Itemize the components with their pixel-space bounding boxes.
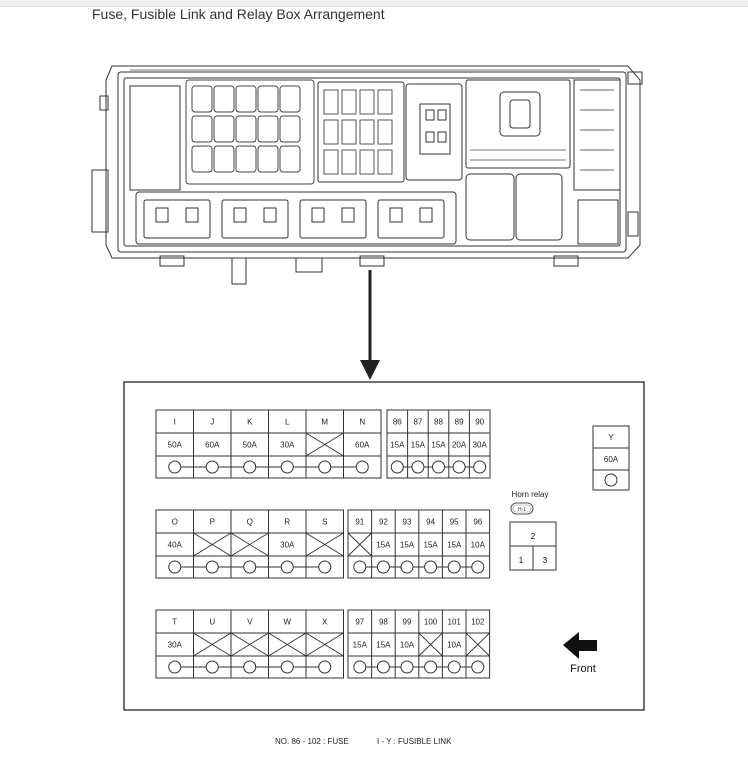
front-arrow-icon: [563, 632, 597, 659]
fuse-rating: 60A: [603, 455, 619, 464]
fuse-label: Y: [608, 433, 614, 442]
footer-fuse-note: NO. 86 - 102 : FUSE: [275, 737, 349, 746]
terminal-circle: [356, 461, 368, 473]
fuse-group-row3-links: [156, 610, 344, 678]
fuse-group-row1-fuses: [387, 410, 490, 478]
fuse-slot-S: [306, 510, 344, 578]
fuse-label: W: [283, 617, 292, 627]
terminal-circle: [474, 461, 486, 473]
fuse-slot-92: [372, 510, 392, 578]
fuse-label: 92: [378, 517, 388, 527]
fuse-label: 100: [423, 617, 438, 627]
terminal-circle: [169, 661, 181, 673]
fuse-slot-91: [348, 518, 372, 574]
terminal-circle: [319, 661, 331, 673]
fuse-label: 93: [402, 517, 412, 527]
fuse-label: U: [209, 617, 216, 627]
fuse-label: M: [321, 417, 329, 427]
terminal-circle: [206, 461, 218, 473]
fuse-rating: 30A: [280, 440, 295, 450]
horn-relay-pin-1: 1: [518, 556, 524, 565]
fuse-label: 96: [473, 517, 483, 527]
fuse-label: V: [247, 617, 253, 627]
footer-link-note: I - Y : FUSIBLE LINK: [377, 737, 452, 746]
fuse-label: S: [322, 517, 328, 527]
fuse-slot-100: [419, 610, 443, 678]
fuse-rating: 15A: [376, 640, 391, 650]
terminal-circle: [391, 461, 403, 473]
fuse-slot-98: [372, 610, 392, 678]
terminal-circle: [281, 661, 293, 673]
terminal-circle: [281, 461, 293, 473]
fuse-label: 90: [475, 417, 485, 427]
fuse-label: 88: [434, 417, 443, 427]
terminal-circle: [169, 561, 181, 573]
fuse-slot-90: [469, 410, 487, 478]
fuse-slot-102: [466, 610, 490, 678]
fuse-label: X: [322, 617, 328, 627]
horn-relay-box: [510, 522, 556, 570]
fuse-slot-V: [231, 610, 269, 678]
fuse-rating: 15A: [352, 640, 367, 650]
terminal-circle: [401, 661, 413, 673]
fuse-label: O: [171, 517, 178, 527]
horn-relay-label: Horn relay: [511, 490, 549, 499]
fuse-rating: 30A: [472, 440, 487, 450]
fuse-group-row2-fuses: [348, 510, 490, 578]
fuse-slot-T: [168, 618, 183, 674]
fuse-label: T: [172, 617, 178, 627]
fuse-slot-M: [306, 410, 344, 478]
fuse-slot-93: [395, 510, 415, 578]
fuse-slot-O: [168, 518, 183, 574]
terminal-circle: [319, 561, 331, 573]
fuse-slot-99: [395, 610, 415, 678]
fuse-group-row1-links: [156, 410, 381, 478]
page-title: Fuse, Fusible Link and Relay Box Arrangement: [92, 6, 385, 22]
fuse-group-row2-links: [156, 510, 344, 578]
fuse-label: 101: [447, 617, 461, 627]
terminal-circle: [453, 461, 465, 473]
fuse-slot-Q: [231, 510, 269, 578]
front-label: Front: [570, 663, 596, 675]
fuse-label: I: [173, 417, 176, 427]
terminal-circle: [425, 561, 437, 573]
fuse-rating: 15A: [431, 440, 446, 450]
fuse-label: 89: [454, 417, 464, 427]
fuse-rating: 30A: [280, 540, 295, 550]
fuse-slot-U: [194, 610, 232, 678]
fuse-slot-96: [466, 510, 486, 578]
terminal-circle: [448, 561, 460, 573]
fuse-slot-88: [428, 410, 446, 478]
terminal-circle: [354, 661, 366, 673]
terminal-circle: [412, 461, 424, 473]
fuse-label: K: [247, 417, 253, 427]
fuse-rating: 15A: [390, 440, 405, 450]
fuse-label: Q: [246, 517, 253, 527]
fuse-slot-95: [442, 510, 462, 578]
terminal-circle: [244, 461, 256, 473]
fuse-rating: 10A: [447, 640, 462, 650]
fuse-slot-I: [168, 418, 183, 474]
fuse-slot-N: [344, 410, 371, 478]
fuse-slot-J: [194, 410, 221, 478]
fuse-slot-101: [442, 610, 462, 678]
terminal-circle: [319, 461, 331, 473]
terminal-circle: [244, 561, 256, 573]
fuse-slot-Y: [604, 433, 619, 486]
fuse-label: J: [210, 417, 215, 427]
terminal-circle: [377, 561, 389, 573]
terminal-circle: [206, 561, 218, 573]
fuse-slot-W: [269, 610, 307, 678]
fuse-rating: 40A: [167, 540, 182, 550]
fuse-rating: 10A: [470, 540, 485, 550]
fuse-slot-97: [353, 618, 368, 674]
terminal-circle: [377, 661, 389, 673]
fuse-slot-R: [269, 510, 296, 578]
fuse-rating: 15A: [399, 540, 415, 550]
fuse-rating: 15A: [410, 440, 426, 450]
fuse-slot-87: [408, 410, 426, 478]
fuse-rating: 50A: [167, 440, 182, 450]
terminal-circle: [425, 661, 437, 673]
terminal-circle: [472, 561, 484, 573]
fuse-rating: 15A: [376, 540, 391, 550]
fuse-slot-94: [419, 510, 439, 578]
fuse-slot-89: [449, 410, 467, 478]
fuse-group-row1-y: [593, 426, 629, 490]
fuse-label: 95: [449, 517, 459, 527]
fuse-rating: 15A: [447, 540, 462, 550]
terminal-circle: [472, 661, 484, 673]
fuse-rating: 50A: [242, 440, 257, 450]
fuse-label: 86: [392, 417, 402, 427]
fuse-label: R: [284, 517, 291, 527]
fuse-label: 94: [426, 517, 436, 527]
fuse-label: 98: [378, 617, 388, 627]
horn-relay-badge-text: H-1: [517, 507, 527, 513]
fuse-slot-L: [269, 410, 296, 478]
terminal-circle: [281, 561, 293, 573]
fuse-slot-K: [231, 410, 258, 478]
fuse-rating: 10A: [399, 640, 415, 650]
terminal-circle: [169, 461, 181, 473]
terminal-circle: [244, 661, 256, 673]
terminal-circle: [433, 461, 445, 473]
terminal-circle: [206, 661, 218, 673]
fuse-rating: 60A: [355, 440, 370, 450]
fuse-slot-P: [194, 510, 232, 578]
horn-relay-pin-2: 2: [530, 532, 536, 541]
terminal-circle: [448, 661, 460, 673]
horn-relay-pin-3: 3: [542, 556, 548, 565]
fuse-label: 87: [413, 417, 423, 427]
fuse-label: 97: [355, 617, 365, 627]
terminal-circle: [605, 474, 617, 486]
fuse-group-row3-fuses: [348, 610, 490, 678]
fuse-label: 91: [355, 517, 365, 527]
fuse-label: 102: [471, 617, 485, 627]
fuse-rating: 15A: [423, 540, 438, 550]
fuse-slot-X: [306, 610, 344, 678]
fuse-label: L: [285, 417, 290, 427]
fuse-label: P: [209, 517, 215, 527]
fuse-label: 99: [402, 617, 412, 627]
fuse-rating: 30A: [167, 640, 182, 650]
fuse-rating: 60A: [205, 440, 220, 450]
horn-relay-badge: [511, 503, 533, 514]
terminal-circle: [401, 561, 413, 573]
fuse-label: N: [359, 417, 366, 427]
terminal-circle: [354, 561, 366, 573]
fuse-slot-86: [390, 418, 405, 474]
fuse-rating: 20A: [451, 440, 467, 450]
